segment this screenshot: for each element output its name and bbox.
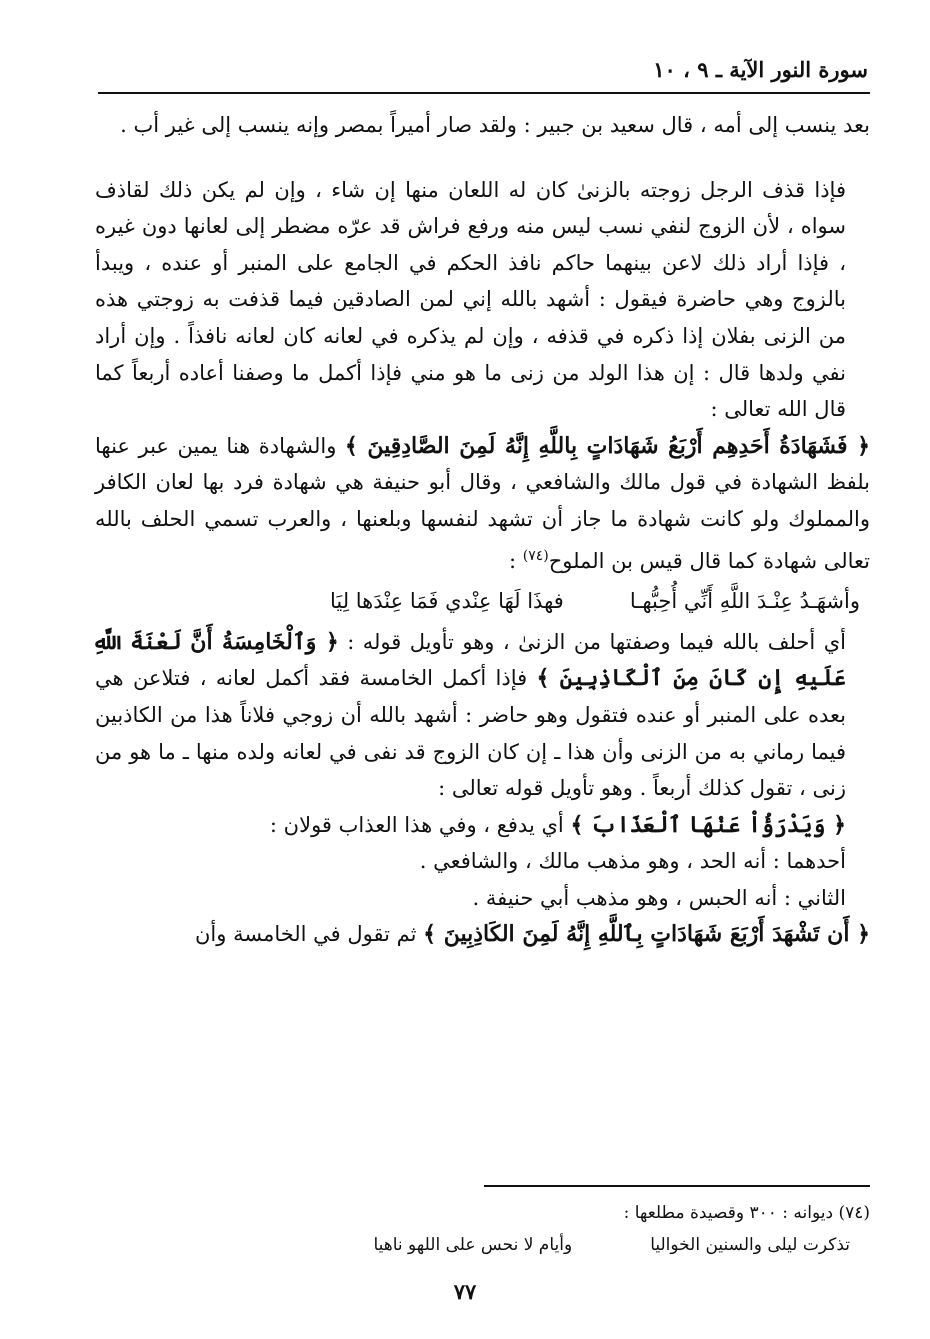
paragraph-3 [95, 428, 870, 579]
text-line: أحدهما : أنه الحد ، وهو مذهب مالك ، والشافعي . [419, 849, 846, 874]
text-line: ما هو من زنى ، تقول كذلك أربعاً . وهو تأويل قوله تعالى : [95, 739, 846, 801]
text-line: عنده ، ويبدأ بالزوج وهي حاضرة فيقول : أشهد بالله إني لمن الصادقين فيما قذفت [95, 250, 846, 312]
quran-verse: لَعْنَةَ اللَّهِ عَلَيهِ إِن كَانَ مِنَ ٱلْكَاذِبِينَ ﴾ [95, 628, 847, 692]
text-line: بعد ينسب إلى أمه ، قال سعيد بن جبير : ولقد صار أميراً بمصر وإنه ينسب إلى غير [165, 113, 870, 137]
text-line: ما وصفنا أعاده أربعاً كما قال الله تعالى : [95, 360, 846, 422]
text-line: لعانه نافذاً . وإن أراد نفي ولدها قال : إن هذا الولد من زنى ما هو مني فإذا أكمل [95, 323, 846, 385]
main-text [95, 107, 870, 953]
footnote-poem [200, 1229, 870, 1261]
text-line: ثم تقول في الخامسة وأن [195, 922, 424, 947]
paragraph-gap [95, 144, 870, 172]
quran-verse: ﴿ وَٱلْخَامِسَةُ أَنَّ [190, 628, 339, 655]
header-rule [98, 92, 870, 94]
footnote-hemistich-second: وأيام لا نحس على اللهو ناهيا [373, 1235, 573, 1255]
paragraph-4 [95, 624, 870, 807]
running-header [98, 55, 868, 87]
quran-verse: ﴿ أَن تَشْهَدَ أَرْبَعَ شَهَادَاتٍ بِٱللَّهِ إِنَّهُ لَمِنَ الكَاذِبِينَ ﴾ [423, 921, 870, 948]
poem-hemistich-first: وأشهَـدُ عِنْـدَ اللَّهِ أَنِّي أُحِبُّهـا [629, 589, 860, 614]
text-line: عبر عنها بلفظ الشهادة في قول مالك والشافعي ، وقال أبو حنيفة هي شهادة فرد بها [95, 433, 870, 495]
paragraph-8 [95, 916, 870, 953]
paragraph-1 [95, 107, 870, 144]
footnote-hemistich-first: تذكرت ليلى والسنين الخواليا [650, 1235, 850, 1255]
text-line: فإذا قذف الرجل زوجته بالزنىٰ كان له اللعان منها إن شاء ، وإن لم يكن ذلك [158, 177, 846, 202]
text-line: تسمي الحلف بالله تعالى شهادة كما قال قيس بن الملوح [95, 506, 870, 573]
text-line: هي بعده على المنبر أو عنده فتقول وهو حاضر : أشهد بالله أن زوجي فلاناً هذا من [95, 666, 846, 727]
header-title: سورة النور الآية ـ ٩ ، ١٠ [653, 57, 868, 82]
text-line: دون غيره ، فإذا أراد ذلك لاعن بينهما حاكم نافذ الحكم في الجامع على المنبر أو [95, 214, 846, 275]
poem-hemistich-second: فهذَا لَهَا عِنْدي فَمَا عِنْدَها لِيَا [329, 589, 564, 614]
paragraph-5 [95, 807, 870, 844]
text-line: لقاذف سواه ، لأن الزوج لنفي نسب ليس منه ورفع فراش قد عرّه مضطر إلى لعانها [95, 177, 846, 239]
text-line: فإذا أكمل الخامسة فقد أكمل لعانه ، فتلاعن [132, 666, 537, 691]
text-line: أب . [120, 113, 160, 137]
footnotes [200, 1197, 870, 1261]
text-line: به زوجتي هذه من الزنى بفلان إذا ذكره في قذفه ، وإن لم يذكره في لعانه كان [95, 287, 846, 348]
footnote-74: (٧٤) ديوانه : ٣٠٠ وقصيدة مطلعها : [623, 1203, 870, 1223]
quran-verse: ﴿ فَشَهَادَةُ أَحَدِهِم أَرْبَعُ شَهَادَاتٍ بِاللَّهِ إِنَّهُ لَمِنَ الصَّادِقِينَ ﴾ [344, 432, 870, 459]
text-line: أي يدفع ، وفي هذا العذاب قولان : [269, 812, 571, 837]
text-line: : [508, 548, 523, 573]
text-line: لعان الكافر والمملوك ولو كانت شهادة ما جاز أن تشهد لنفسها وبلعنها ، والعرب [95, 470, 870, 531]
quran-verse: ﴿ وَيَدْرَؤُاْ عَنْهَا ٱلْعَذَابَ ﴾ [570, 811, 846, 838]
footnote-rule [484, 1185, 870, 1187]
paragraph-2 [95, 172, 870, 428]
paragraph-6 [95, 843, 870, 880]
paragraph-7 [95, 880, 870, 917]
text-line: الثاني : أنه الحبس ، وهو مذهب أبي حنيفة . [472, 885, 846, 910]
footnote-reference[interactable]: (٧٤) [522, 547, 549, 564]
text-line: والشهادة هنا يمين [177, 433, 345, 458]
poem-verse [95, 583, 870, 620]
page-number: ٧٧ [453, 1279, 477, 1304]
text-line: الكاذبين فيما رماني به من الزنى وأن هذا ـ إن كان الزوج قد نفى في لعانه ولده منها ـ [95, 702, 846, 764]
text-line: أي أحلف بالله فيما وصفتها من الزنىٰ ، وهو تأويل قوله : [338, 629, 846, 654]
